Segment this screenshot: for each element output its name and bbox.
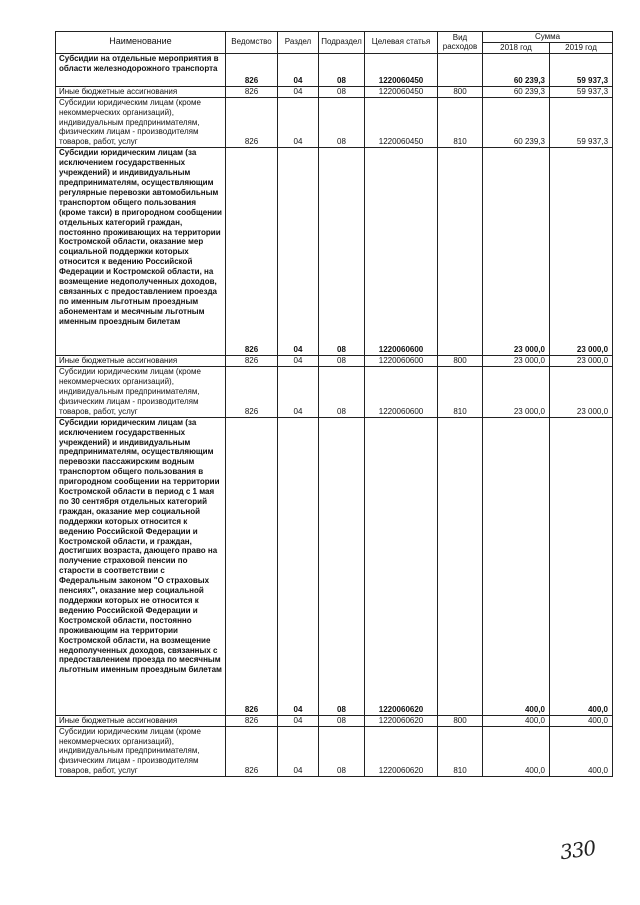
row-name-cell: Субсидии юридическим лицам (кроме некоммерческих организаций), индивидуальным предпринимателям, физическим лицам - производителям товаров, работ, услуг xyxy=(56,726,226,777)
row-2018-cell: 60 239,3 xyxy=(483,53,550,86)
row-dept-cell: 826 xyxy=(226,715,278,726)
col-section-header: Раздел xyxy=(278,32,319,54)
row-dept-cell: 826 xyxy=(226,86,278,97)
row-exptype-cell: 810 xyxy=(438,726,483,777)
row-exptype-cell: 800 xyxy=(438,715,483,726)
row-2019-cell: 59 937,3 xyxy=(550,53,613,86)
row-exptype-cell xyxy=(438,148,483,356)
row-target-cell: 1220060600 xyxy=(365,148,438,356)
row-section-cell: 04 xyxy=(278,715,319,726)
col-name-header: Наименование xyxy=(56,32,226,54)
row-section-cell: 04 xyxy=(278,97,319,148)
row-name-cell: Субсидии юридическим лицам (за исключением государственных учреждений) и индивидуальным предпринимателям, осуществляющим регулярные перевозки автомобильным транспортом общего пользования (кроме такси) в пригородном сообщении отдельных категорий граждан, постоянно проживающих на территории Костромской области, оказание мер социальной поддержки которых относится к ведению Российской Федерации и Костромской области, на возмещение недополученных доходов, связанных с предоставлением проезда по именным льготным проездным абонементам и месячным льготным именным проездным билетам xyxy=(56,148,226,356)
row-2018-cell: 23 000,0 xyxy=(483,367,550,418)
row-section-cell: 04 xyxy=(278,726,319,777)
row-subsection-cell: 08 xyxy=(319,86,365,97)
row-target-cell: 1220060600 xyxy=(365,356,438,367)
row-section-cell: 04 xyxy=(278,417,319,715)
row-section-cell: 04 xyxy=(278,148,319,356)
row-subsection-cell: 08 xyxy=(319,148,365,356)
row-2018-cell: 400,0 xyxy=(483,726,550,777)
row-2018-cell: 23 000,0 xyxy=(483,148,550,356)
row-section-cell: 04 xyxy=(278,86,319,97)
table-row xyxy=(56,97,613,148)
row-2019-cell: 59 937,3 xyxy=(550,86,613,97)
row-dept-cell: 826 xyxy=(226,148,278,356)
row-2018-cell: 60 239,3 xyxy=(483,86,550,97)
row-exptype-cell: 800 xyxy=(438,86,483,97)
row-subsection-cell: 08 xyxy=(319,97,365,148)
row-dept-cell: 826 xyxy=(226,356,278,367)
table-row xyxy=(56,715,613,726)
col-2018-header: 2018 год xyxy=(483,42,550,53)
row-section-cell: 04 xyxy=(278,356,319,367)
row-target-cell: 1220060450 xyxy=(365,97,438,148)
col-subsection-header: Подраздел xyxy=(319,32,365,54)
row-subsection-cell: 08 xyxy=(319,367,365,418)
table-row xyxy=(56,367,613,418)
row-target-cell: 1220060620 xyxy=(365,715,438,726)
row-subsection-cell: 08 xyxy=(319,726,365,777)
table-row xyxy=(56,148,613,356)
row-2019-cell: 59 937,3 xyxy=(550,97,613,148)
row-2018-cell: 23 000,0 xyxy=(483,356,550,367)
row-2019-cell: 23 000,0 xyxy=(550,148,613,356)
row-2019-cell: 400,0 xyxy=(550,715,613,726)
row-target-cell: 1220060620 xyxy=(365,726,438,777)
row-subsection-cell: 08 xyxy=(319,356,365,367)
row-target-cell: 1220060450 xyxy=(365,86,438,97)
row-exptype-cell xyxy=(438,417,483,715)
row-name-cell: Иные бюджетные ассигнования xyxy=(56,86,226,97)
row-subsection-cell: 08 xyxy=(319,53,365,86)
row-dept-cell: 826 xyxy=(226,97,278,148)
row-target-cell: 1220060620 xyxy=(365,417,438,715)
row-2018-cell: 400,0 xyxy=(483,417,550,715)
row-name-cell: Субсидии на отдельные мероприятия в области железнодорожного транспорта xyxy=(56,53,226,86)
row-section-cell: 04 xyxy=(278,53,319,86)
table-row xyxy=(56,356,613,367)
budget-table xyxy=(55,31,613,777)
budget-table-sheet xyxy=(55,31,612,777)
row-2018-cell: 400,0 xyxy=(483,715,550,726)
col-2019-header: 2019 год xyxy=(550,42,613,53)
row-name-cell: Субсидии юридическим лицам (за исключением государственных учреждений) и индивидуальным предпринимателям, осуществляющим перевозки пассажирским водным транспортом общего пользования в пригородном сообщении на территории Костромской области в период с 1 мая по 30 сентября отдельных категорий граждан, оказание мер социальной поддержки которых относится к ведению Российской Федерации и Костромской области, и граждан, достигших возраста, дающего право на получение страховой пенсии по старости в соответствии с Федеральным законом "О страховых пенсиях", оказание мер социальной поддержки которых не относится к ведению Российской Федерации и Костромской области, постоянно проживающим на территории Костромской области, на возмещение недополученных доходов, связанных с предоставлением проезда по месячным льготным именным проездным билетам xyxy=(56,417,226,715)
table-body xyxy=(56,53,613,776)
row-dept-cell: 826 xyxy=(226,53,278,86)
row-dept-cell: 826 xyxy=(226,367,278,418)
row-section-cell: 04 xyxy=(278,367,319,418)
row-2019-cell: 400,0 xyxy=(550,726,613,777)
table-row xyxy=(56,417,613,715)
row-exptype-cell: 800 xyxy=(438,356,483,367)
row-2019-cell: 23 000,0 xyxy=(550,356,613,367)
table-row xyxy=(56,86,613,97)
row-2019-cell: 400,0 xyxy=(550,417,613,715)
row-2018-cell: 60 239,3 xyxy=(483,97,550,148)
row-exptype-cell xyxy=(438,53,483,86)
col-dept-header: Ведомство xyxy=(226,32,278,54)
col-exptype-header: Вид расходов xyxy=(438,32,483,54)
row-target-cell: 1220060450 xyxy=(365,53,438,86)
page-number: 330 xyxy=(558,835,597,865)
col-target-header: Целевая статья xyxy=(365,32,438,54)
row-subsection-cell: 08 xyxy=(319,417,365,715)
row-subsection-cell: 08 xyxy=(319,715,365,726)
row-dept-cell: 826 xyxy=(226,417,278,715)
row-target-cell: 1220060600 xyxy=(365,367,438,418)
col-sum-header: Сумма xyxy=(483,32,613,43)
header-row xyxy=(56,32,613,43)
row-dept-cell: 826 xyxy=(226,726,278,777)
row-name-cell: Субсидии юридическим лицам (кроме некоммерческих организаций), индивидуальным предпринимателям, физическим лицам - производителям товаров, работ, услуг xyxy=(56,97,226,148)
row-name-cell: Субсидии юридическим лицам (кроме некоммерческих организаций), индивидуальным предпринимателям, физическим лицам - производителям товаров, работ, услуг xyxy=(56,367,226,418)
row-2019-cell: 23 000,0 xyxy=(550,367,613,418)
row-name-cell: Иные бюджетные ассигнования xyxy=(56,356,226,367)
table-row xyxy=(56,53,613,86)
table-row xyxy=(56,726,613,777)
row-name-cell: Иные бюджетные ассигнования xyxy=(56,715,226,726)
row-exptype-cell: 810 xyxy=(438,367,483,418)
row-exptype-cell: 810 xyxy=(438,97,483,148)
